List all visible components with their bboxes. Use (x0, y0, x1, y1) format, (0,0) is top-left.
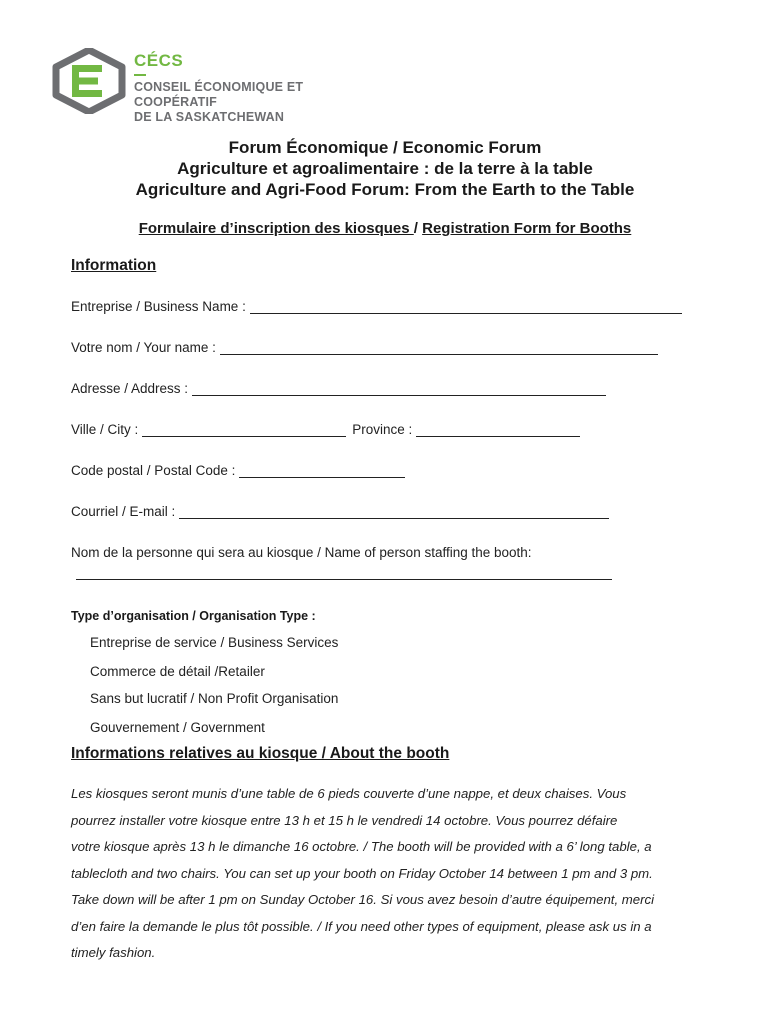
document-title (0, 137, 770, 200)
business-name-label: Entreprise / Business Name : (71, 299, 246, 314)
booth-text-line: votre kiosque après 13 h le dimanche 16 octobre. / The booth will be provided with a 6’ long table, a (71, 839, 652, 854)
subtitle-separator: / (413, 220, 423, 237)
booth-info-paragraph (71, 781, 711, 967)
your-name-input-line[interactable] (220, 340, 658, 355)
title-line-2: Agriculture et agroalimentaire : de la terre à la table (177, 159, 593, 178)
your-name-field[interactable] (71, 340, 658, 355)
booth-text-line: Les kiosques seront munis d’une table de 6 pieds couverte d’une nappe, et deux chaises. Vous (71, 786, 627, 801)
cecs-logo-icon (52, 48, 126, 114)
address-label: Adresse / Address : (71, 381, 189, 396)
email-input-line[interactable] (179, 504, 609, 519)
address-input-line[interactable] (192, 381, 606, 396)
org-option-non-profit[interactable]: Sans but lucratif / Non Profit Organisation (90, 691, 339, 706)
org-option-government[interactable]: Gouvernement / Government (90, 720, 265, 735)
form-subtitle (0, 220, 770, 237)
title-line-1: Forum Économique / Economic Forum (228, 138, 542, 157)
your-name-label: Votre nom / Your name : (71, 340, 216, 355)
subtitle-english: Registration Form for Booths (422, 220, 632, 237)
information-heading: Information (71, 257, 157, 274)
business-name-input-line[interactable] (250, 299, 682, 314)
postal-code-label: Code postal / Postal Code : (71, 463, 236, 478)
brand-divider (134, 74, 146, 76)
email-field[interactable] (71, 504, 609, 519)
city-province-row (71, 422, 580, 437)
booth-text-line: Take down will be after 1 pm on Sunday October 16. Si vous avez besoin d’autre équipement, merci (71, 892, 655, 907)
staff-name-input-line[interactable] (76, 579, 612, 580)
booth-text-line: pourrez installer votre kiosque entre 13 h et 15 h le vendredi 14 octobre. Vous pourrez défaire (71, 812, 618, 828)
booth-text-line: tablecloth and two chairs. You can set up your booth on Friday October 14 between 1 pm and 3 pm. (71, 865, 653, 881)
booth-info-heading: Informations relatives au kiosque / About the booth (71, 745, 450, 762)
city-label: Ville / City : (71, 422, 139, 437)
organisation-type-heading: Type d’organisation / Organisation Type : (71, 609, 316, 623)
email-label: Courriel / E-mail : (71, 504, 176, 519)
cecs-logo (52, 48, 382, 124)
postal-code-input-line[interactable] (239, 463, 405, 478)
brand-name-line2: DE LA SASKATCHEWAN (134, 110, 285, 124)
brand-acronym: CÉCS (134, 51, 184, 70)
booth-text-line: d’en faire la demande le plus tôt possible. / If you need other types of equipment, please ask us in a (71, 918, 652, 934)
staff-name-label: Nom de la personne qui sera au kiosque / Name of person staffing the booth: (71, 545, 532, 560)
business-name-field[interactable] (71, 299, 682, 314)
org-option-retailer[interactable]: Commerce de détail /Retailer (90, 664, 265, 679)
postal-code-field[interactable] (71, 463, 405, 478)
brand-text (134, 52, 382, 125)
brand-name-line1: CONSEIL ÉCONOMIQUE ET COOPÉRATIF (134, 80, 304, 109)
address-field[interactable] (71, 381, 606, 396)
booth-text-line: timely fashion. (71, 945, 156, 960)
province-input-line[interactable] (416, 422, 580, 437)
city-input-line[interactable] (142, 422, 346, 437)
subtitle-french: Formulaire d’inscription des kiosques (138, 220, 414, 237)
org-option-business-services[interactable]: Entreprise de service / Business Services (90, 635, 339, 650)
province-label: Province : (352, 422, 413, 437)
title-line-3: Agriculture and Agri-Food Forum: From the Earth to the Table (135, 180, 635, 199)
